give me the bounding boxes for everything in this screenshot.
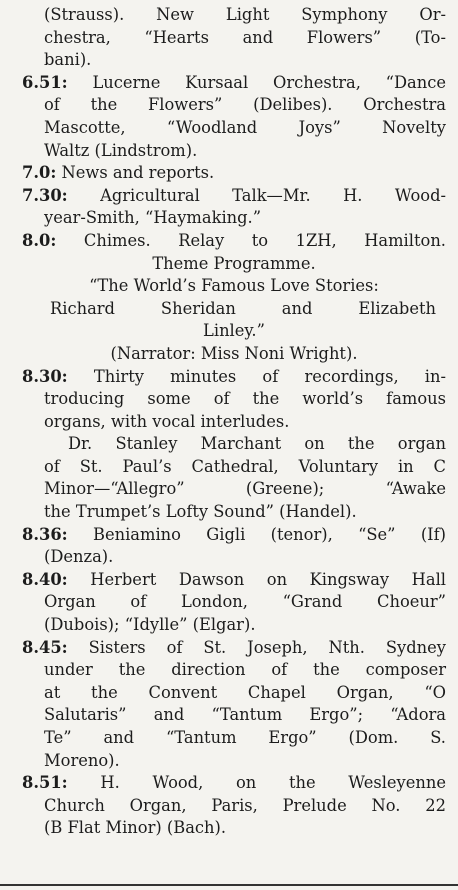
marchant-block xyxy=(22,433,446,523)
text-line: chestra, “Hearts and Flowers” (To- xyxy=(44,27,446,47)
programme-entry xyxy=(22,366,446,434)
text-line: Salutaris” and “Tantum Ergo”; “Adora xyxy=(44,705,446,725)
programme-entry xyxy=(22,569,446,637)
continuation-block xyxy=(22,4,446,72)
theme-heading: Theme Programme. xyxy=(152,253,316,273)
entry-time: 8.51: xyxy=(22,773,68,793)
text-line: of St. Paul’s Cathedral, Voluntary in C xyxy=(44,456,446,476)
text-line: bani). xyxy=(44,50,92,70)
programme-entry xyxy=(22,230,446,253)
entry-text: News and reports. xyxy=(61,163,215,183)
programme-entry xyxy=(22,637,446,773)
entry-time: 8.30: xyxy=(22,366,68,386)
text-line: of the Flowers” (Delibes). Orchestra xyxy=(44,95,446,115)
column-bottom-rule xyxy=(0,884,458,886)
entry-text: Sisters of St. Joseph, Nth. Sydney xyxy=(88,637,446,657)
text-line: year-Smith, “Haymaking.” xyxy=(44,208,262,228)
programme-entry xyxy=(22,72,446,162)
programme-entry xyxy=(22,162,446,185)
text-line: Te” and “Tantum Ergo” (Dom. S. xyxy=(44,728,446,747)
entry-time: 6.51: xyxy=(22,72,68,92)
text-line: (Strauss). New Light Symphony Or- xyxy=(44,5,446,24)
text-line: Dr. Stanley Marchant on the organ xyxy=(68,434,446,454)
theme-block xyxy=(22,253,446,366)
programme-entry xyxy=(22,524,446,569)
text-line: troducing some of the world’s famous xyxy=(44,389,446,409)
entry-text: Chimes. Relay to 1ZH, Hamilton. xyxy=(83,230,446,250)
text-line: (Dubois); “Idylle” (Elgar). xyxy=(44,615,256,635)
entry-text: Lucerne Kursaal Orchestra, “Dance xyxy=(92,72,446,92)
text-line: Mascotte, “Woodland Joys” Novelty xyxy=(44,117,446,137)
entry-text: Thirty minutes of recordings, in- xyxy=(93,366,446,386)
text-line: Church Organ, Paris, Prelude No. 22 xyxy=(44,795,446,815)
entry-text: H. Wood, on the Wesleyenne xyxy=(100,773,446,793)
theme-quote-line: Richard Sheridan and Elizabeth xyxy=(50,298,436,318)
entry-time: 8.0: xyxy=(22,230,57,250)
theme-quote-line: “The World’s Famous Love Stories: xyxy=(89,276,379,296)
text-line: Minor—“Allegro” (Greene); “Awake xyxy=(44,479,446,499)
programme-entry xyxy=(22,772,446,840)
theme-quote-line: Linley.” xyxy=(203,321,265,341)
text-line: the Trumpet’s Lofty Sound” (Handel). xyxy=(44,502,357,522)
entry-time: 8.45: xyxy=(22,637,68,657)
text-line: under the direction of the composer xyxy=(44,660,446,680)
entry-text: Beniamino Gigli (tenor), “Se” (If) xyxy=(93,524,446,544)
entry-time: 8.36: xyxy=(22,524,68,544)
text-line: (Denza). xyxy=(44,547,114,567)
text-line: Moreno). xyxy=(44,750,120,770)
entry-time: 7.0: xyxy=(22,163,57,183)
text-line: at the Convent Chapel Organ, “O xyxy=(44,682,446,702)
entry-time: 7.30: xyxy=(22,185,68,205)
entry-text: Herbert Dawson on Kingsway Hall xyxy=(90,569,447,589)
programme-entry xyxy=(22,185,446,230)
entry-time: 8.40: xyxy=(22,569,68,589)
theme-narrator: (Narrator: Miss Noni Wright). xyxy=(110,343,358,363)
text-line: (B Flat Minor) (Bach). xyxy=(44,818,227,838)
entry-text: Agricultural Talk—Mr. H. Wood- xyxy=(100,185,446,205)
text-line: Waltz (Lindstrom). xyxy=(44,140,198,160)
text-line: Organ of London, “Grand Choeur” xyxy=(44,592,446,612)
text-line: organs, with vocal interludes. xyxy=(44,411,290,431)
